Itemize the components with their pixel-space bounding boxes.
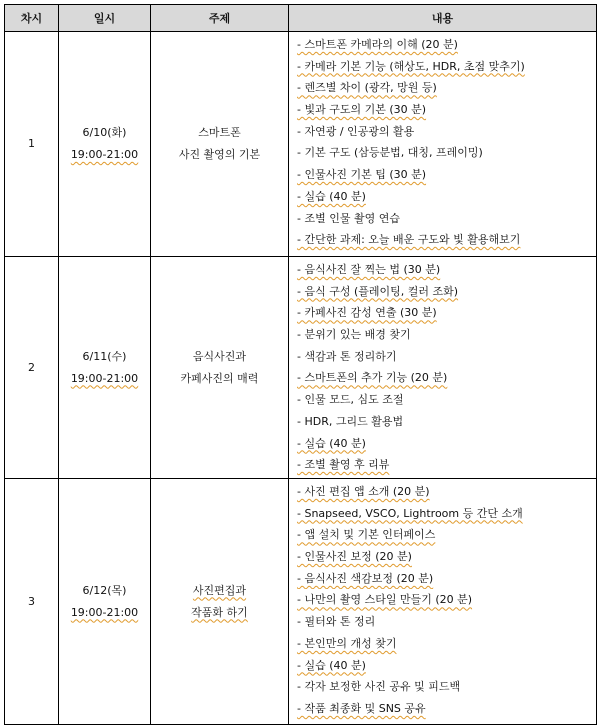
content-item: - 카메라 기본 기능 (해상도, HDR, 초점 맞추기) bbox=[297, 59, 525, 73]
session-topic bbox=[151, 257, 289, 479]
topic-line-2: 사진 촬영의 기본 bbox=[178, 148, 261, 161]
content-item: - 간단한 과제: 오늘 배운 구도와 빛 활용해보기 bbox=[297, 233, 521, 247]
content-item: - 인물사진 기본 팁 (30 분) bbox=[297, 168, 427, 182]
content-item: - 스마트폰 카메라의 이해 (20 분) bbox=[297, 38, 458, 51]
content-item: - 조별 인물 촬영 연습 bbox=[297, 211, 400, 225]
topic-line-1: 사진편집과 bbox=[192, 583, 247, 597]
session-topic bbox=[151, 32, 289, 257]
session-time: 19:00-21:00 bbox=[70, 371, 139, 385]
content-item: - 조별 촬영 후 리뷰 bbox=[297, 458, 390, 472]
content-item: - 카페사진 감성 연출 (30 분) bbox=[297, 306, 437, 320]
schedule-table bbox=[4, 4, 597, 725]
session-content bbox=[289, 32, 597, 257]
topic-line-1: 스마트폰 bbox=[198, 126, 241, 139]
header-session: 차시 bbox=[5, 5, 59, 32]
header-content: 내용 bbox=[289, 5, 597, 32]
content-item: - 음식사진 색감보정 (20 분) bbox=[297, 571, 434, 585]
session-row bbox=[5, 32, 597, 257]
header-row bbox=[5, 5, 597, 32]
content-item: - 각자 보정한 사진 공유 및 피드백 bbox=[297, 680, 461, 694]
content-item: - HDR, 그리드 활용법 bbox=[297, 414, 404, 428]
content-item: - 색감과 톤 정리하기 bbox=[297, 349, 397, 363]
content-item: - 필터와 톤 정리 bbox=[297, 615, 376, 629]
session-date: 6/10(화) bbox=[82, 126, 127, 139]
session-number: 1 bbox=[5, 32, 59, 257]
content-item: - 앱 설치 및 기본 인터페이스 bbox=[297, 528, 436, 542]
header-topic: 주제 bbox=[151, 5, 289, 32]
session-row bbox=[5, 479, 597, 725]
session-datetime bbox=[59, 257, 151, 479]
content-item: - 실습 (40 분) bbox=[297, 189, 366, 203]
topic-line-2: 카페사진의 매력 bbox=[180, 371, 259, 385]
content-item: - 사진 편집 앱 소개 (20 분) bbox=[297, 485, 430, 498]
content-item: - 음식사진 잘 찍는 법 (30 분) bbox=[297, 263, 441, 276]
session-content bbox=[289, 257, 597, 479]
content-item: - 나만의 촬영 스타일 만들기 (20 분) bbox=[297, 593, 473, 607]
content-item: - 기본 구도 (삼등분법, 대칭, 프레이밍) bbox=[297, 146, 483, 160]
session-content bbox=[289, 479, 597, 725]
content-item: - 음식 구성 (플레이팅, 컬러 조화) bbox=[297, 284, 459, 298]
session-datetime bbox=[59, 32, 151, 257]
session-date: 6/11(수) bbox=[82, 349, 127, 363]
content-item: - 실습 (40 분) bbox=[297, 436, 366, 450]
session-time: 19:00-21:00 bbox=[70, 605, 139, 619]
topic-line-1: 음식사진과 bbox=[192, 349, 247, 363]
content-item: - 스마트폰의 추가 기능 (20 분) bbox=[297, 371, 448, 385]
content-item: - Snapseed, VSCO, Lightroom 등 간단 소개 bbox=[297, 506, 523, 520]
content-item: - 작품 최종화 및 SNS 공유 bbox=[297, 701, 426, 715]
session-topic bbox=[151, 479, 289, 725]
content-item: - 인물사진 보정 (20 분) bbox=[297, 550, 412, 564]
session-row bbox=[5, 257, 597, 479]
session-time: 19:00-21:00 bbox=[70, 148, 139, 161]
content-item: - 분위기 있는 배경 찾기 bbox=[297, 328, 411, 342]
content-item: - 인물 모드, 심도 조절 bbox=[297, 393, 404, 407]
session-date: 6/12(목) bbox=[82, 583, 127, 597]
session-datetime bbox=[59, 479, 151, 725]
session-number: 3 bbox=[5, 479, 59, 725]
content-item: - 빛과 구도의 기본 (30 분) bbox=[297, 103, 427, 117]
topic-line-2: 작품화 하기 bbox=[191, 605, 248, 619]
session-number: 2 bbox=[5, 257, 59, 479]
content-item: - 실습 (40 분) bbox=[297, 658, 366, 672]
content-item: - 본인만의 개성 찾기 bbox=[297, 636, 397, 650]
content-item: - 자연광 / 인공광의 활용 bbox=[297, 124, 415, 138]
content-item: - 렌즈별 차이 (광각, 망원 등) bbox=[297, 81, 437, 95]
header-datetime: 일시 bbox=[59, 5, 151, 32]
